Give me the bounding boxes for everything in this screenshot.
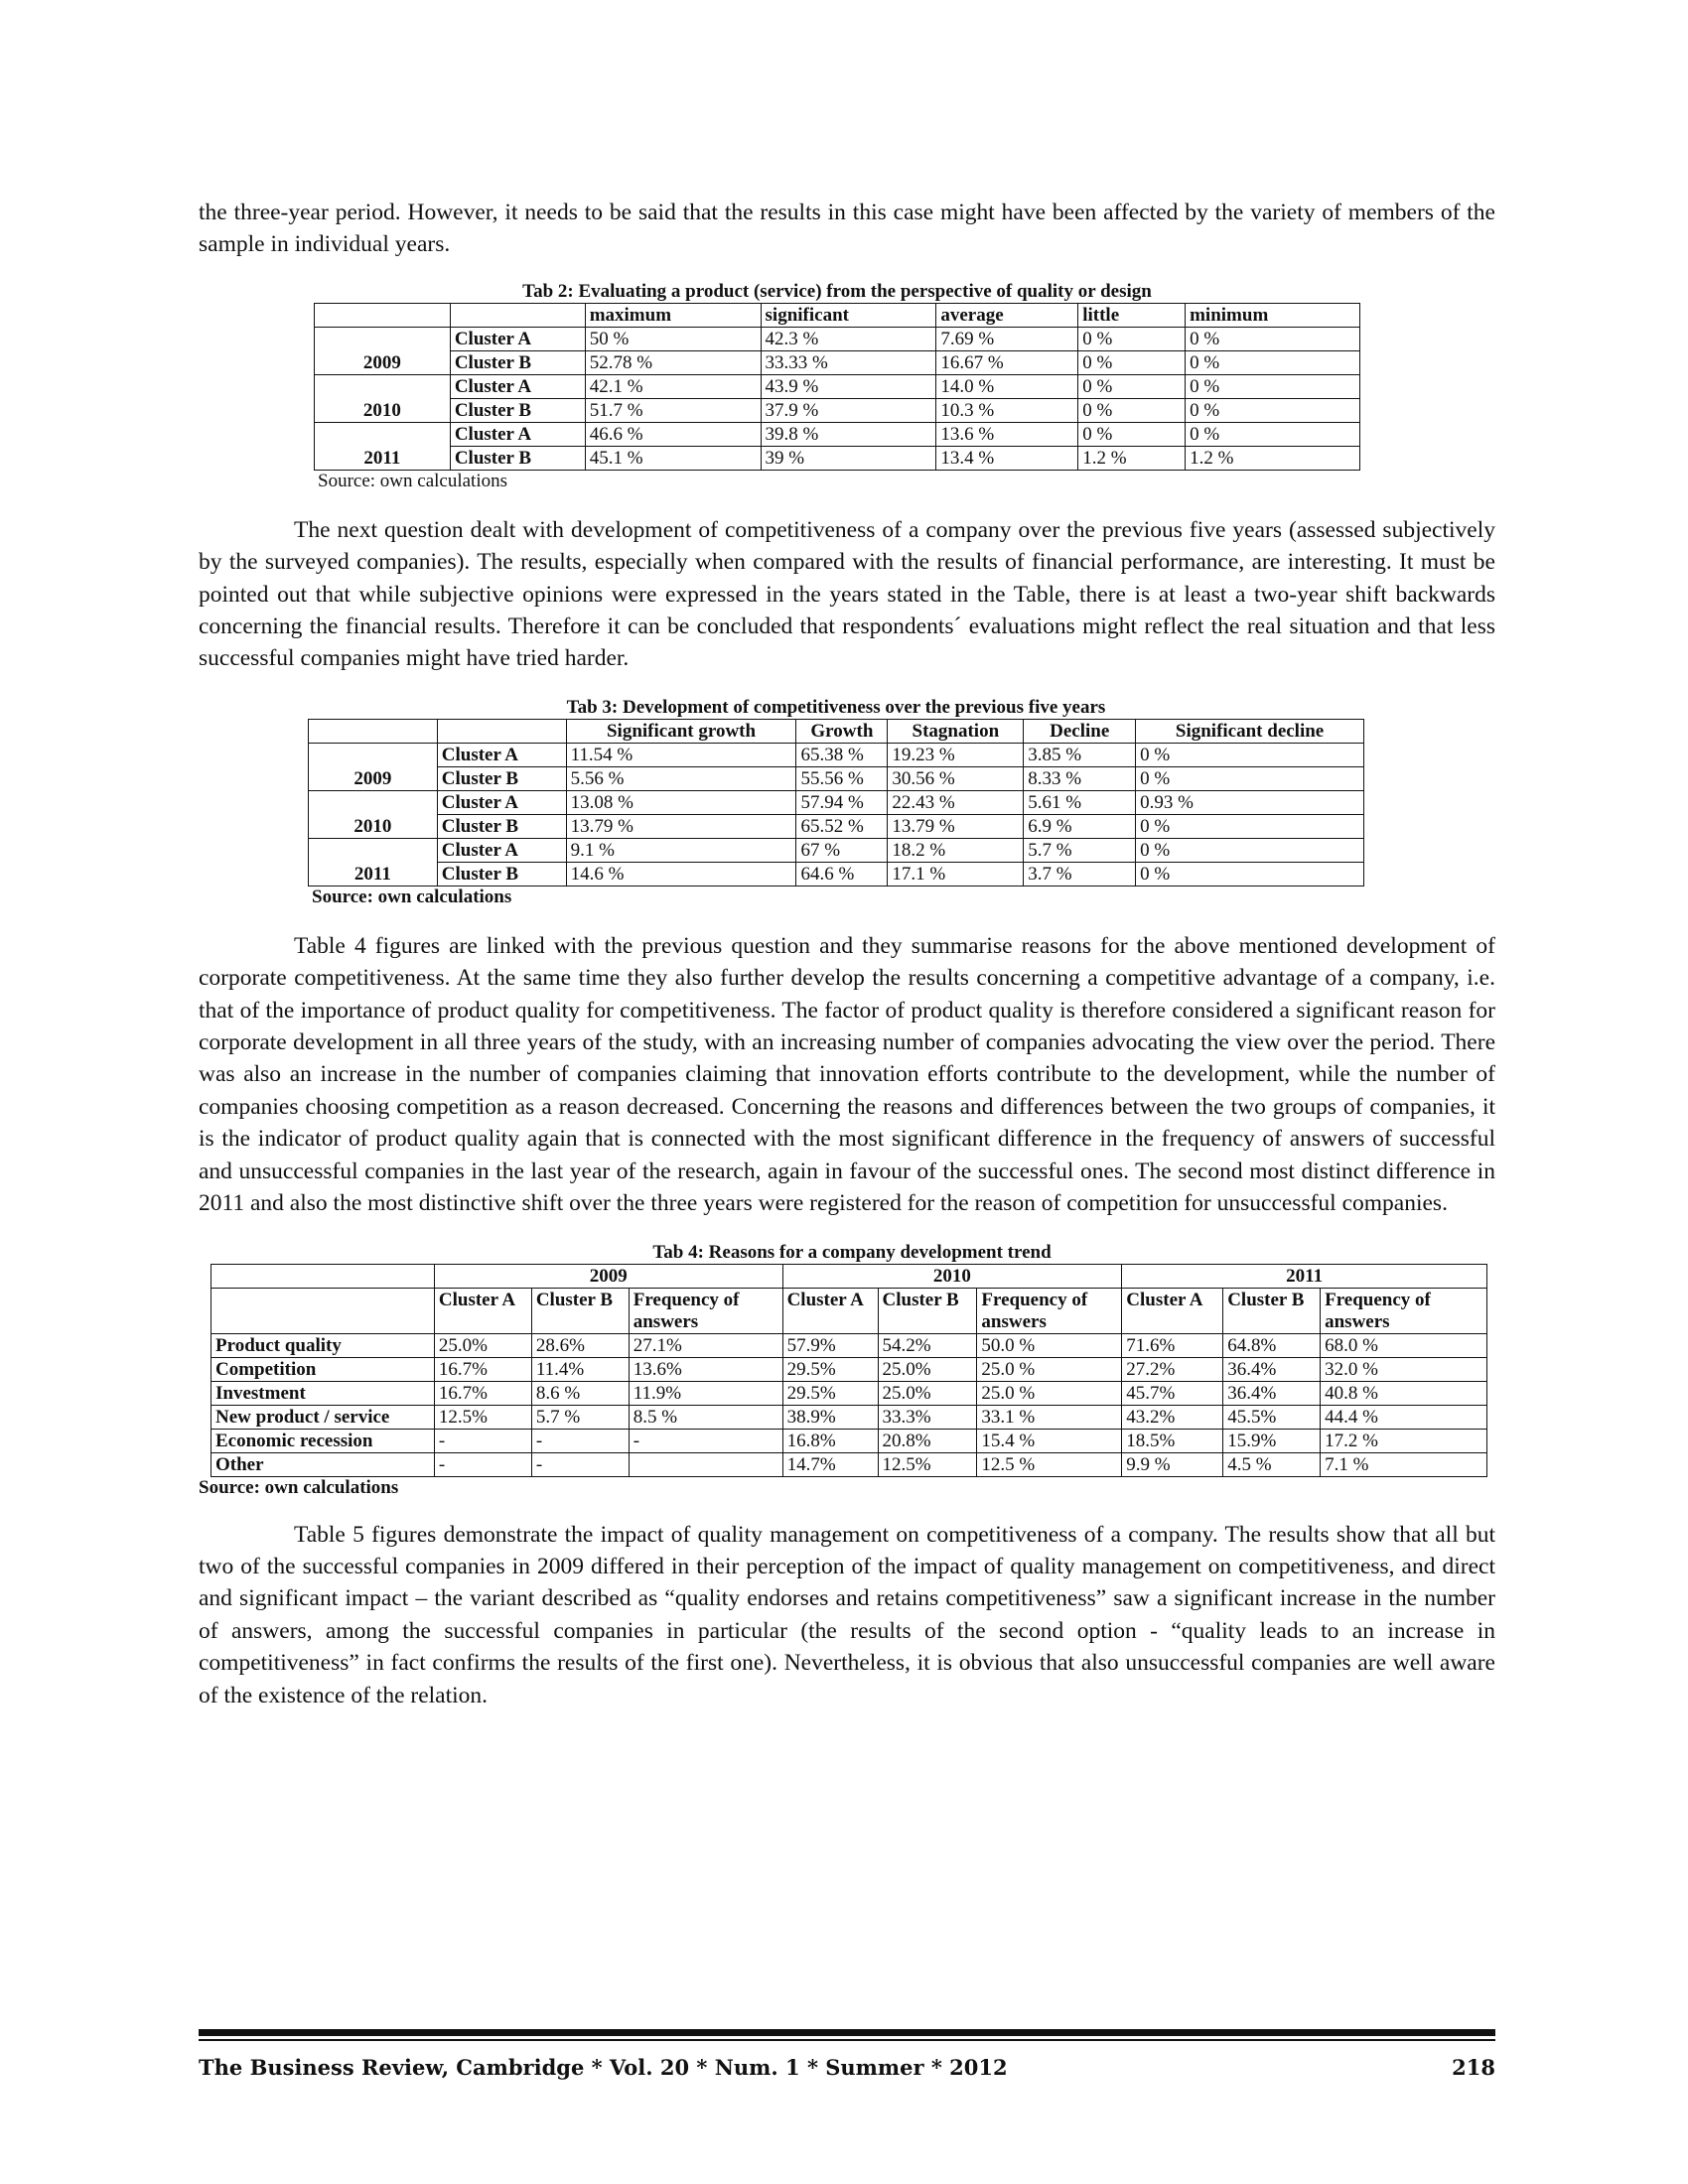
table-cell: 11.54 % bbox=[566, 743, 796, 766]
table-row bbox=[309, 862, 1364, 886]
table-4-corner bbox=[211, 1288, 435, 1333]
table-row bbox=[315, 446, 1360, 470]
table-cell: 28.6% bbox=[531, 1333, 629, 1357]
table-cell: 6.9 % bbox=[1024, 814, 1136, 838]
table-cell: 20.8% bbox=[878, 1429, 977, 1452]
paragraph-3: Table 4 figures are linked with the previous question and they summarise reasons for the above mentioned development of corporate competitiveness. At the same time they also further develop the results concerning a competitive advantage of a company, i.e. that of the importance of product quality for competitiveness. The factor of product quality is therefore considered a significant reason for corporate development in all three years of the study, with an increasing number of companies advocating the view over the period. There was also an increase in the number of companies claiming that innovation efforts contribute to the development, while the number of companies choosing competition as a reason decreased. Concerning the reasons and differences between the two groups of companies, it is the indicator of product quality again that is connected with the most significant difference in the frequency of answers of successful and unsuccessful companies in the last year of the research, again in favour of the successful ones. The second most distinct difference in 2011 and also the most distinctive shift over the three years were registered for the reason of competition for unsuccessful companies. bbox=[199, 932, 1495, 1217]
table-cell: 54.2% bbox=[878, 1333, 977, 1357]
footer-rule bbox=[199, 2029, 1495, 2036]
footer-rule-thin bbox=[199, 2039, 1495, 2041]
table-cell: 3.7 % bbox=[1024, 862, 1136, 886]
cluster-label: Cluster B bbox=[437, 862, 566, 886]
table-row bbox=[309, 790, 1364, 814]
cluster-label: Cluster B bbox=[450, 350, 585, 374]
table-row bbox=[315, 422, 1360, 446]
table-2-block bbox=[314, 281, 1360, 492]
table-cell: 3.85 % bbox=[1024, 743, 1136, 766]
table-cell: 12.5% bbox=[434, 1405, 531, 1429]
table-row bbox=[309, 814, 1364, 838]
table-row bbox=[309, 766, 1364, 790]
cluster-label: Cluster A bbox=[437, 790, 566, 814]
table-cell: 29.5% bbox=[782, 1357, 878, 1381]
table-3 bbox=[308, 719, 1364, 887]
table-cell: 13.6 % bbox=[936, 422, 1078, 446]
table-cell: 14.0 % bbox=[936, 374, 1078, 398]
table-cell: 25.0% bbox=[878, 1357, 977, 1381]
table-cell: 0 % bbox=[1136, 766, 1364, 790]
table-row bbox=[211, 1405, 1487, 1429]
table-cell: 30.56 % bbox=[888, 766, 1024, 790]
table-3-block bbox=[308, 697, 1364, 908]
table-cell: 17.2 % bbox=[1321, 1429, 1487, 1452]
column-header: Cluster B bbox=[1223, 1288, 1321, 1333]
table-cell: - bbox=[531, 1452, 629, 1476]
table-3-header-row bbox=[309, 719, 1364, 743]
table-cell: 37.9 % bbox=[761, 398, 936, 422]
row-label: Competition bbox=[211, 1357, 435, 1381]
table-cell: 0 % bbox=[1078, 422, 1186, 446]
table-cell: 0 % bbox=[1078, 350, 1186, 374]
table-4-subheader-row bbox=[211, 1288, 1487, 1333]
table-cell: 8.33 % bbox=[1024, 766, 1136, 790]
table-cell: 13.4 % bbox=[936, 446, 1078, 470]
table-cell: 0 % bbox=[1136, 862, 1364, 886]
table-cell: 17.1 % bbox=[888, 862, 1024, 886]
table-cell: 16.67 % bbox=[936, 350, 1078, 374]
table-cell: 25.0% bbox=[878, 1381, 977, 1405]
table-cell: 25.0% bbox=[434, 1333, 531, 1357]
table-cell: 14.7% bbox=[782, 1452, 878, 1476]
table-cell: 16.8% bbox=[782, 1429, 878, 1452]
table-row bbox=[211, 1429, 1487, 1452]
table-cell: - bbox=[434, 1452, 531, 1476]
table-cell: 9.1 % bbox=[566, 838, 796, 862]
table-cell: 0 % bbox=[1186, 350, 1360, 374]
table-row bbox=[211, 1381, 1487, 1405]
table-cell: 10.3 % bbox=[936, 398, 1078, 422]
table-cell: 57.9% bbox=[782, 1333, 878, 1357]
year-cell: 2009 bbox=[315, 327, 451, 374]
table-cell: 1.2 % bbox=[1078, 446, 1186, 470]
table-cell: - bbox=[629, 1429, 782, 1452]
table-2-corner bbox=[315, 303, 451, 327]
column-header: Significant growth bbox=[566, 719, 796, 743]
table-cell: 45.5% bbox=[1223, 1405, 1321, 1429]
table-cell: 65.52 % bbox=[796, 814, 888, 838]
table-3-source: Source: own calculations bbox=[312, 886, 512, 907]
table-4 bbox=[211, 1264, 1487, 1477]
table-cell: 0 % bbox=[1186, 398, 1360, 422]
column-header: minimum bbox=[1186, 303, 1360, 327]
row-label: Other bbox=[211, 1452, 435, 1476]
table-cell: 27.1% bbox=[629, 1333, 782, 1357]
cluster-label: Cluster B bbox=[450, 446, 585, 470]
table-4-block bbox=[199, 1242, 1485, 1499]
table-2-caption: Tab 2: Evaluating a product (service) from the perspective of quality or design bbox=[522, 280, 1152, 302]
table-cell: 33.33 % bbox=[761, 350, 936, 374]
journal-reference: The Business Review, Cambridge * Vol. 20 * Num. 1 * Summer * 2012 bbox=[199, 2055, 1008, 2080]
table-3-corner bbox=[309, 719, 438, 743]
table-cell: - bbox=[531, 1429, 629, 1452]
table-cell: 12.5 % bbox=[977, 1452, 1122, 1476]
table-cell: 22.43 % bbox=[888, 790, 1024, 814]
year-header: 2010 bbox=[782, 1264, 1122, 1288]
table-cell: 43.2% bbox=[1122, 1405, 1223, 1429]
table-cell: 38.9% bbox=[782, 1405, 878, 1429]
table-cell: 5.61 % bbox=[1024, 790, 1136, 814]
table-cell: 25.0 % bbox=[977, 1357, 1122, 1381]
table-cell: 51.7 % bbox=[585, 398, 761, 422]
cluster-label: Cluster A bbox=[450, 327, 585, 350]
table-cell: 0 % bbox=[1136, 838, 1364, 862]
table-cell: 57.94 % bbox=[796, 790, 888, 814]
cluster-label: Cluster A bbox=[437, 838, 566, 862]
cluster-label: Cluster B bbox=[437, 814, 566, 838]
footer-row bbox=[199, 2055, 1495, 2080]
year-cell: 2011 bbox=[309, 838, 438, 886]
table-cell: 33.3% bbox=[878, 1405, 977, 1429]
table-cell: 36.4% bbox=[1223, 1357, 1321, 1381]
table-row bbox=[315, 374, 1360, 398]
row-label: Product quality bbox=[211, 1333, 435, 1357]
table-cell: 16.7% bbox=[434, 1357, 531, 1381]
table-cell: 68.0 % bbox=[1321, 1333, 1487, 1357]
table-cell: 0 % bbox=[1078, 374, 1186, 398]
table-cell: 15.4 % bbox=[977, 1429, 1122, 1452]
table-4-corner bbox=[211, 1264, 435, 1288]
table-cell: 19.23 % bbox=[888, 743, 1024, 766]
table-cell: 13.6% bbox=[629, 1357, 782, 1381]
table-cell: 14.6 % bbox=[566, 862, 796, 886]
cluster-label: Cluster A bbox=[450, 422, 585, 446]
column-header: Cluster A bbox=[1122, 1288, 1223, 1333]
table-cell: 0 % bbox=[1136, 814, 1364, 838]
table-2-source: Source: own calculations bbox=[318, 470, 508, 491]
table-cell: 39.8 % bbox=[761, 422, 936, 446]
table-cell: 1.2 % bbox=[1186, 446, 1360, 470]
table-cell: 0 % bbox=[1136, 743, 1364, 766]
table-cell: 33.1 % bbox=[977, 1405, 1122, 1429]
table-cell: 7.1 % bbox=[1321, 1452, 1487, 1476]
table-4-year-row bbox=[211, 1264, 1487, 1288]
year-cell: 2009 bbox=[309, 743, 438, 790]
table-cell: 0 % bbox=[1186, 327, 1360, 350]
table-cell: 13.08 % bbox=[566, 790, 796, 814]
page-number: 218 bbox=[1452, 2055, 1495, 2080]
column-header: Cluster A bbox=[782, 1288, 878, 1333]
table-cell: 0 % bbox=[1186, 374, 1360, 398]
table-cell: 18.5% bbox=[1122, 1429, 1223, 1452]
column-header: Frequency of answers bbox=[977, 1288, 1122, 1333]
table-cell: 5.56 % bbox=[566, 766, 796, 790]
table-cell: 16.7% bbox=[434, 1381, 531, 1405]
table-cell: 36.4% bbox=[1223, 1381, 1321, 1405]
table-cell: - bbox=[434, 1429, 531, 1452]
table-cell: 8.5 % bbox=[629, 1405, 782, 1429]
table-cell: 13.79 % bbox=[888, 814, 1024, 838]
table-row bbox=[309, 743, 1364, 766]
paragraph-2: The next question dealt with development of competitiveness of a company over the previous five years (assessed subjectively by the surveyed companies). The results, especially when compared with the results of financial performance, are interesting. It must be pointed out that while subjective opinions were expressed in the years stated in the Table, there is at least a two-year shift backwards concerning the financial results. Therefore it can be concluded that respondents´ evaluations might reflect the real situation and that less successful companies might have tried harder. bbox=[199, 516, 1495, 672]
table-cell: 0 % bbox=[1078, 398, 1186, 422]
table-cell: 5.7 % bbox=[1024, 838, 1136, 862]
table-cell: 25.0 % bbox=[977, 1381, 1122, 1405]
table-cell: 45.7% bbox=[1122, 1381, 1223, 1405]
table-row bbox=[211, 1333, 1487, 1357]
table-cell: 39 % bbox=[761, 446, 936, 470]
row-label: Investment bbox=[211, 1381, 435, 1405]
column-header: Stagnation bbox=[888, 719, 1024, 743]
column-header: Decline bbox=[1024, 719, 1136, 743]
table-cell: 5.7 % bbox=[531, 1405, 629, 1429]
column-header: Significant decline bbox=[1136, 719, 1364, 743]
table-cell: 42.3 % bbox=[761, 327, 936, 350]
table-cell: 4.5 % bbox=[1223, 1452, 1321, 1476]
year-cell: 2010 bbox=[315, 374, 451, 422]
table-2-header-row bbox=[315, 303, 1360, 327]
column-header: Cluster B bbox=[878, 1288, 977, 1333]
row-label: Economic recession bbox=[211, 1429, 435, 1452]
table-cell: 46.6 % bbox=[585, 422, 761, 446]
table-row bbox=[211, 1357, 1487, 1381]
table-2-corner bbox=[450, 303, 585, 327]
column-header: Frequency of answers bbox=[1321, 1288, 1487, 1333]
table-cell: 44.4 % bbox=[1321, 1405, 1487, 1429]
table-cell: 67 % bbox=[796, 838, 888, 862]
table-cell: 0 % bbox=[1078, 327, 1186, 350]
table-cell: 7.69 % bbox=[936, 327, 1078, 350]
page-footer bbox=[199, 2029, 1495, 2080]
table-cell: 45.1 % bbox=[585, 446, 761, 470]
table-3-caption: Tab 3: Development of competitiveness over the previous five years bbox=[566, 696, 1106, 718]
table-row bbox=[315, 350, 1360, 374]
table-cell: 9.9 % bbox=[1122, 1452, 1223, 1476]
table-4-caption: Tab 4: Reasons for a company development trend bbox=[652, 1241, 1052, 1263]
year-header: 2011 bbox=[1122, 1264, 1487, 1288]
paragraph-4: Table 5 figures demonstrate the impact of quality management on competitiveness of a company. The results show that all but two of the successful companies in 2009 differed in their perception of the impact of quality management on competitiveness, and direct and significant impact – the variant described as “quality endorses and retains competitiveness” saw a significant increase in the number of answers, among the successful companies in particular (the results of the second option - “quality leads to an increase in competitiveness” in fact confirms the results of the first one). Nevertheless, it is obvious that also unsuccessful companies are well aware of the existence of the relation. bbox=[199, 1521, 1495, 1708]
column-header: maximum bbox=[585, 303, 761, 327]
table-row bbox=[309, 838, 1364, 862]
table-cell: 11.9% bbox=[629, 1381, 782, 1405]
table-cell: 29.5% bbox=[782, 1381, 878, 1405]
paragraph-1: the three-year period. However, it needs to be said that the results in this case might have been affected by the variety of members of the sample in individual years. bbox=[199, 200, 1495, 258]
table-cell: 40.8 % bbox=[1321, 1381, 1487, 1405]
row-label: New product / service bbox=[211, 1405, 435, 1429]
table-cell: 13.79 % bbox=[566, 814, 796, 838]
table-cell: 50.0 % bbox=[977, 1333, 1122, 1357]
table-row bbox=[315, 398, 1360, 422]
table-cell: 12.5% bbox=[878, 1452, 977, 1476]
table-row bbox=[315, 327, 1360, 350]
table-cell: 32.0 % bbox=[1321, 1357, 1487, 1381]
table-4-source: Source: own calculations bbox=[199, 1476, 399, 1498]
table-row bbox=[211, 1452, 1487, 1476]
table-cell: 52.78 % bbox=[585, 350, 761, 374]
table-cell: 0.93 % bbox=[1136, 790, 1364, 814]
table-cell: 0 % bbox=[1186, 422, 1360, 446]
table-cell: 18.2 % bbox=[888, 838, 1024, 862]
column-header: Cluster A bbox=[434, 1288, 531, 1333]
year-cell: 2010 bbox=[309, 790, 438, 838]
column-header: average bbox=[936, 303, 1078, 327]
table-cell: 65.38 % bbox=[796, 743, 888, 766]
cluster-label: Cluster B bbox=[450, 398, 585, 422]
cluster-label: Cluster B bbox=[437, 766, 566, 790]
table-cell bbox=[629, 1452, 782, 1476]
cluster-label: Cluster A bbox=[450, 374, 585, 398]
page-content bbox=[199, 197, 1495, 1711]
table-cell: 43.9 % bbox=[761, 374, 936, 398]
column-header: significant bbox=[761, 303, 936, 327]
table-cell: 27.2% bbox=[1122, 1357, 1223, 1381]
table-3-corner bbox=[437, 719, 566, 743]
table-cell: 64.6 % bbox=[796, 862, 888, 886]
table-cell: 11.4% bbox=[531, 1357, 629, 1381]
year-header: 2009 bbox=[434, 1264, 782, 1288]
year-cell: 2011 bbox=[315, 422, 451, 470]
table-cell: 8.6 % bbox=[531, 1381, 629, 1405]
column-header: little bbox=[1078, 303, 1186, 327]
table-2 bbox=[314, 303, 1360, 471]
table-cell: 55.56 % bbox=[796, 766, 888, 790]
cluster-label: Cluster A bbox=[437, 743, 566, 766]
table-cell: 64.8% bbox=[1223, 1333, 1321, 1357]
table-cell: 50 % bbox=[585, 327, 761, 350]
column-header: Cluster B bbox=[531, 1288, 629, 1333]
table-cell: 15.9% bbox=[1223, 1429, 1321, 1452]
column-header: Growth bbox=[796, 719, 888, 743]
column-header: Frequency of answers bbox=[629, 1288, 782, 1333]
table-cell: 42.1 % bbox=[585, 374, 761, 398]
table-cell: 71.6% bbox=[1122, 1333, 1223, 1357]
